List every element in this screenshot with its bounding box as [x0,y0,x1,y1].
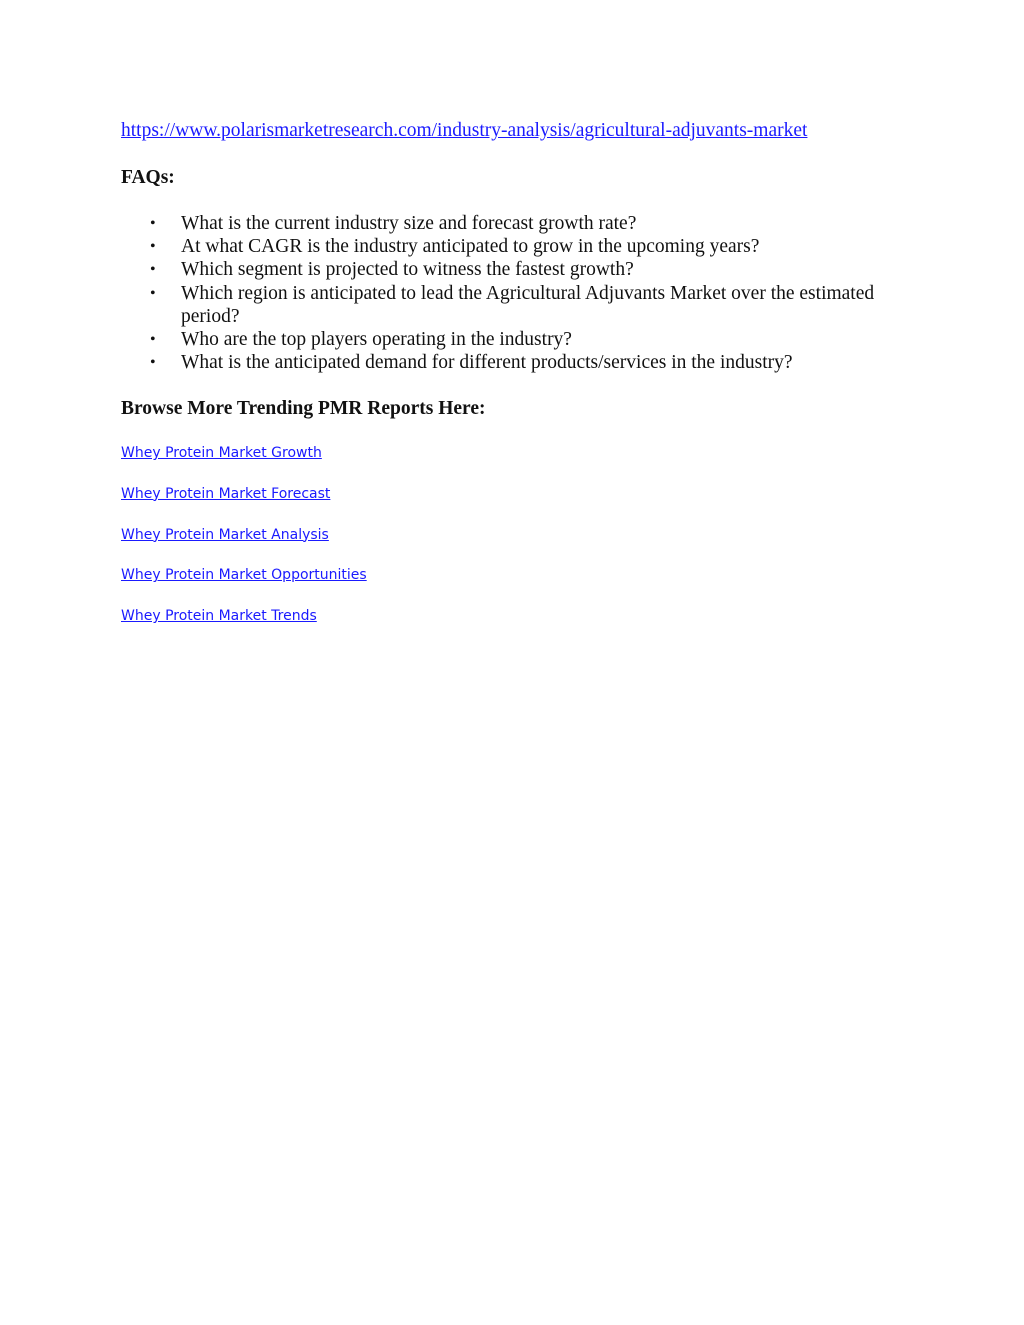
faq-item [150,235,910,258]
faq-item [150,212,910,235]
report-link-analysis[interactable]: Whey Protein Market Analysis [121,526,329,543]
faq-item [150,258,910,281]
faq-item-text: Which segment is projected to witness the fastest growth? [181,259,634,281]
faq-item-text: At what CAGR is the industry anticipated to grow in the upcoming years? [181,236,760,258]
report-link-forecast[interactable]: Whey Protein Market Forecast [121,485,331,502]
faq-item [150,282,910,328]
bullet-icon: • [150,215,156,232]
report-link-opportunities[interactable]: Whey Protein Market Opportunities [121,567,367,584]
bullet-icon: • [150,238,156,256]
faq-item-text: What is the current industry size and forecast growth rate? [181,213,637,234]
report-links-list [121,445,367,649]
bullet-icon: • [150,331,156,349]
faq-heading: FAQs: [121,167,175,188]
faq-item-text: Which region is anticipated to lead the Agricultural Adjuvants Market over the estimated period? [181,282,875,327]
bullet-icon: • [150,354,156,372]
faq-item-text: What is the anticipated demand for different products/services in the industry? [181,352,793,374]
source-url-link[interactable]: https://www.polarismarketresearch.com/industry-analysis/agricultural-adjuvants-market [121,120,808,141]
faq-item [150,328,910,351]
report-link-trends[interactable]: Whey Protein Market Trends [121,608,317,625]
report-link-growth[interactable]: Whey Protein Market Growth [121,445,322,461]
bullet-icon: • [150,261,156,279]
bullet-icon: • [150,284,156,302]
browse-reports-heading: Browse More Trending PMR Reports Here: [121,398,486,419]
faq-list [150,212,910,374]
faq-item [150,351,910,374]
faq-item-text: Who are the top players operating in the industry? [181,329,572,351]
